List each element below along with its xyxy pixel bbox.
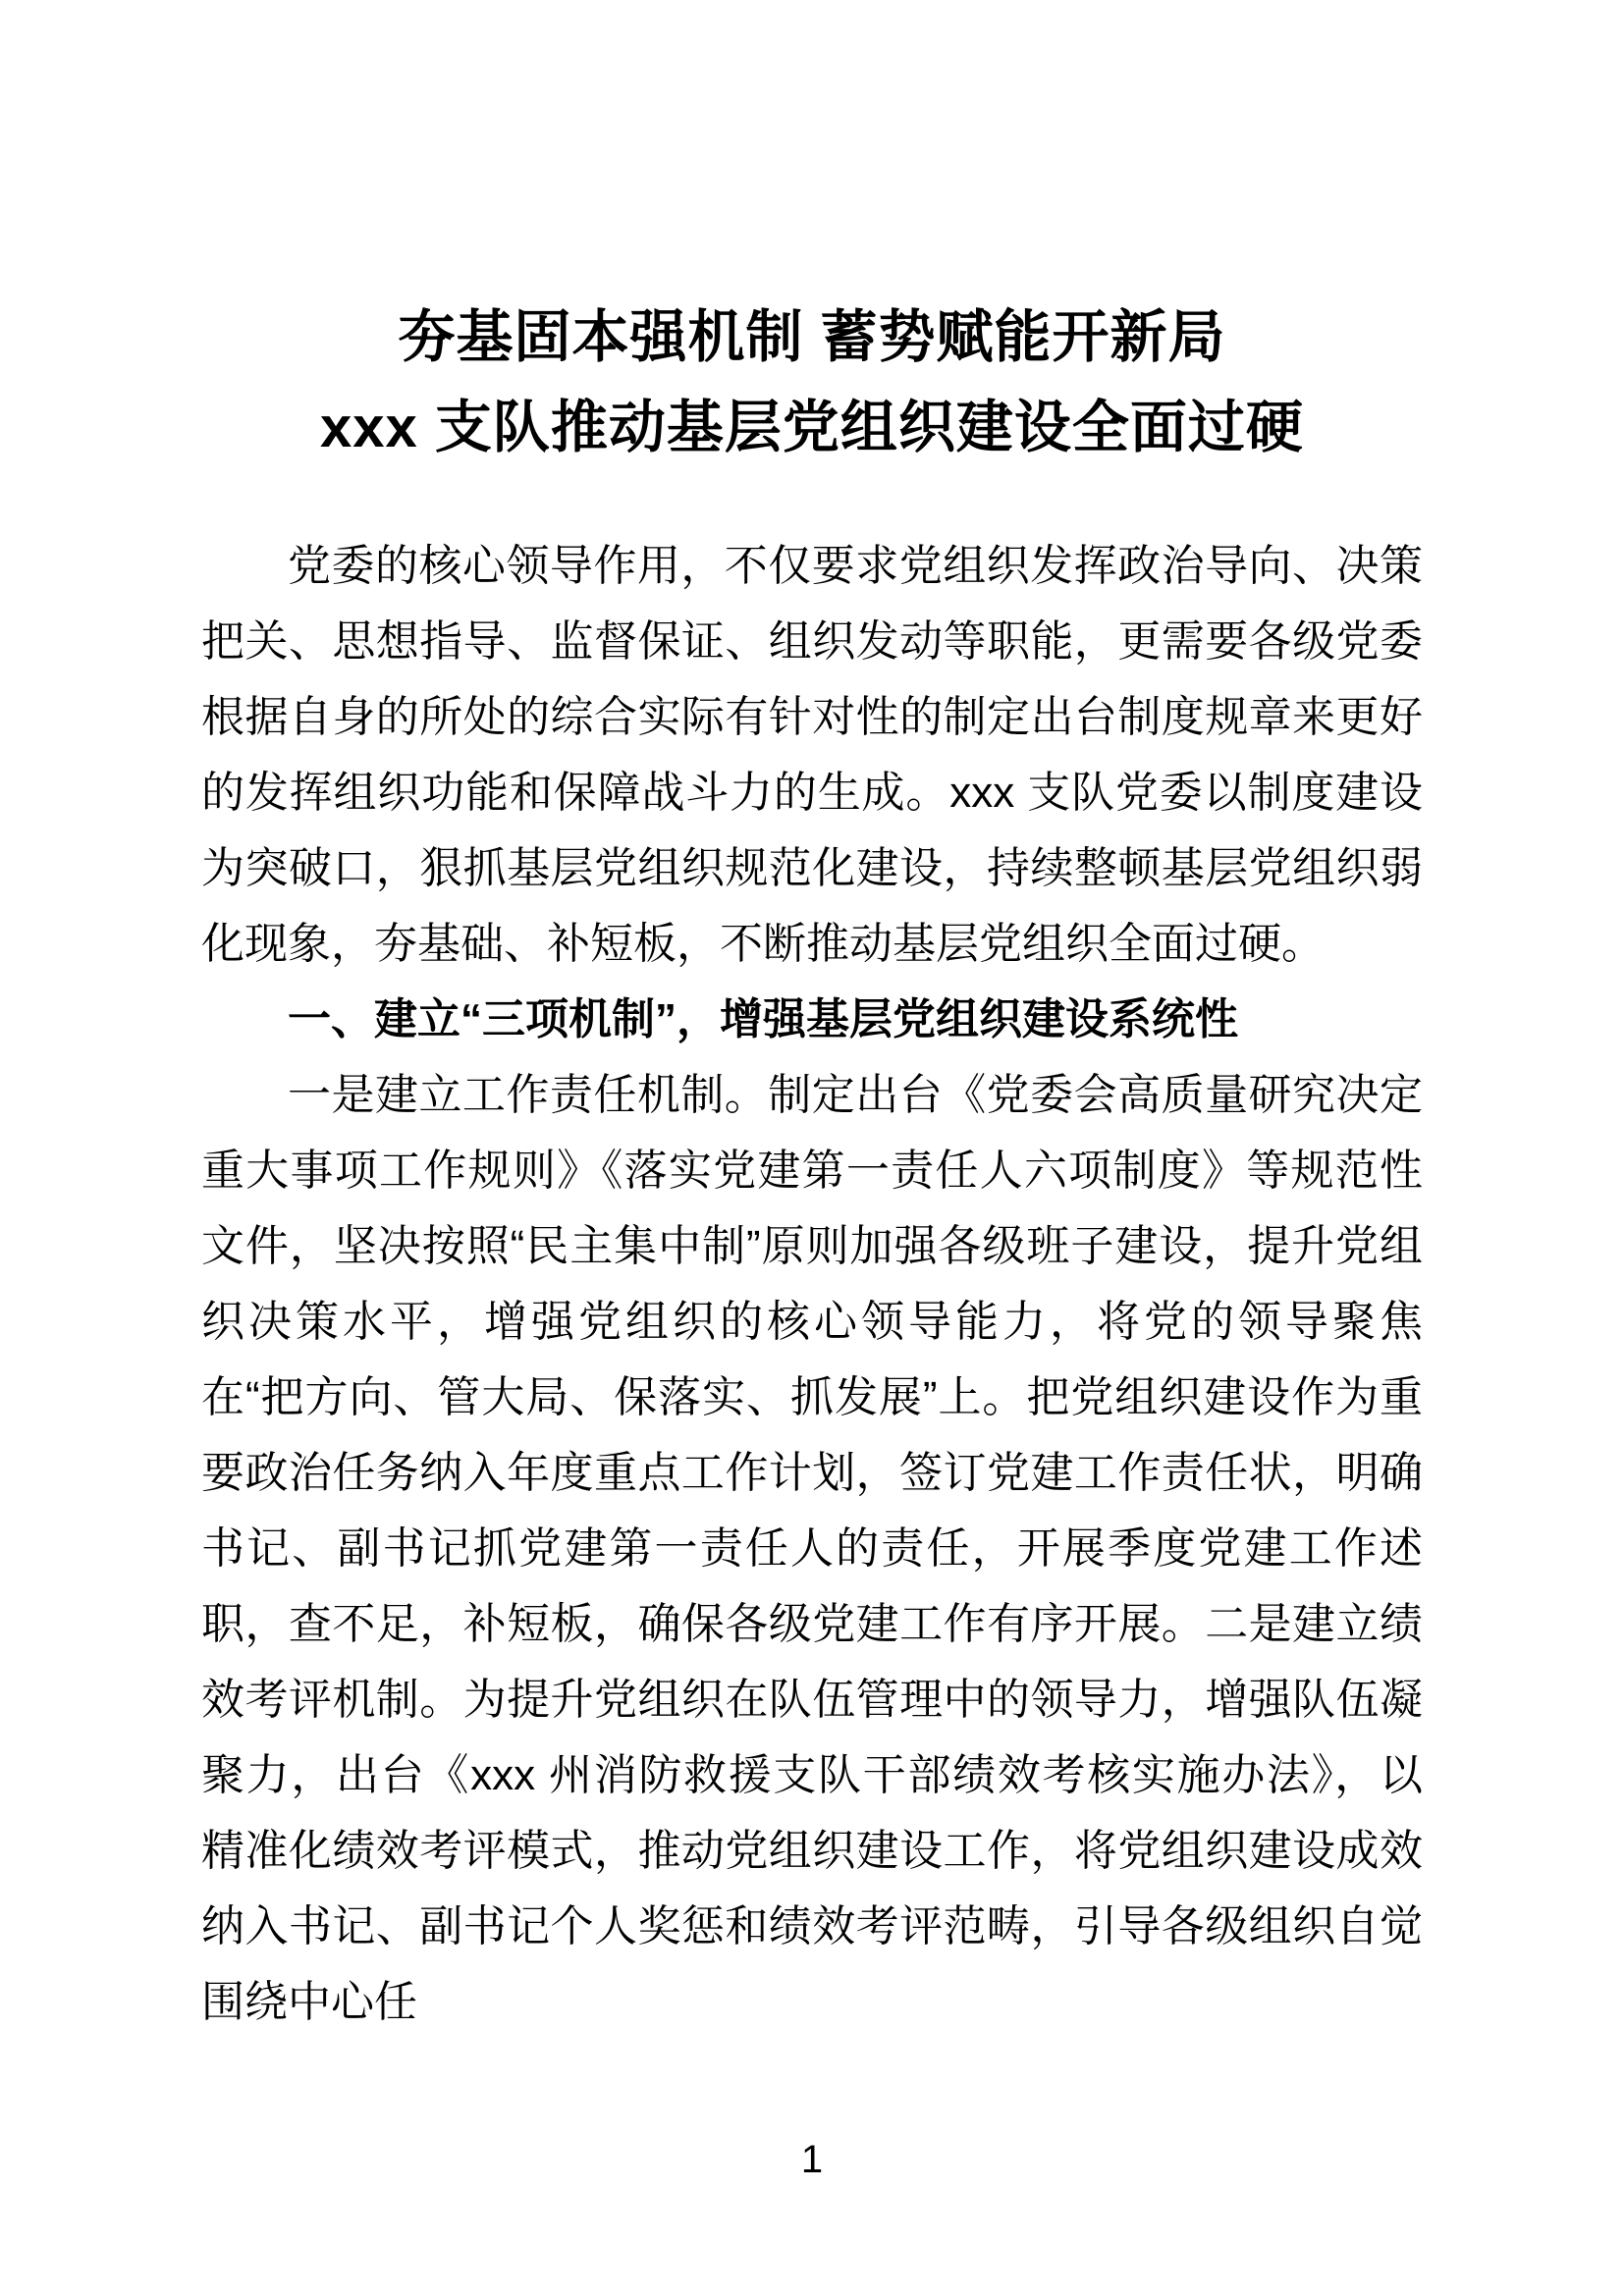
- section-heading: 一、建立“三项机制”，增强基层党组织建设系统性: [288, 995, 1238, 1043]
- page-number: 1: [800, 2138, 824, 2181]
- document-title: [0, 0, 1624, 473]
- paragraph-section-one: 一是建立工作责任机制。制定出台《党委会高质量研究决定重大事项工作规则》《落实党建第一责任人六项制度》等规范性文件，坚决按照“民主集中制”原则加强各级班子建设，提升党组织决策水平，增强党组织的核心领导能力，将党的领导聚焦在“把方向、管大局、保落实、抓发展”上。把党组织建设作为重要政治任务纳入年度重点工作计划，签订党建工作责任状，明确书记、副书记抓党建第一责任人的责任，开展季度党建工作述职，查不足，补短板，确保各级党建工作有序开展。二是建立绩效考评机制。为提升党组织在队伍管理中的领导力，增强队伍凝聚力，出台《xxx 州消防救援支队干部绩效考核实施办法》，以精准化绩效考评模式，推动党组织建设工作，将党组织建设成效纳入书记、副书记个人奖惩和绩效考评范畴，引导各级组织自觉围绕中心任: [201, 1071, 1423, 2026]
- document-title-line-2: xxx 支队推动基层党组织建设全面过硬: [320, 396, 1304, 459]
- document-body: [201, 528, 1423, 2040]
- document-title-line-1: 夯基固本强机制 蓄势赋能开新局: [398, 305, 1226, 369]
- paragraph-intro: 党委的核心领导作用，不仅要求党组织发挥政治导向、决策把关、思想指导、监督保证、组织发动等职能，更需要各级党委根据自身的所处的综合实际有针对性的制定出台制度规章来更好的发挥组织功能和保障战斗力的生成。xxx 支队党委以制度建设为突破口，狠抓基层党组织规范化建设，持续整顿基层党组织弱化现象，夯基础、补短板，不断推动基层党组织全面过硬。: [201, 542, 1423, 968]
